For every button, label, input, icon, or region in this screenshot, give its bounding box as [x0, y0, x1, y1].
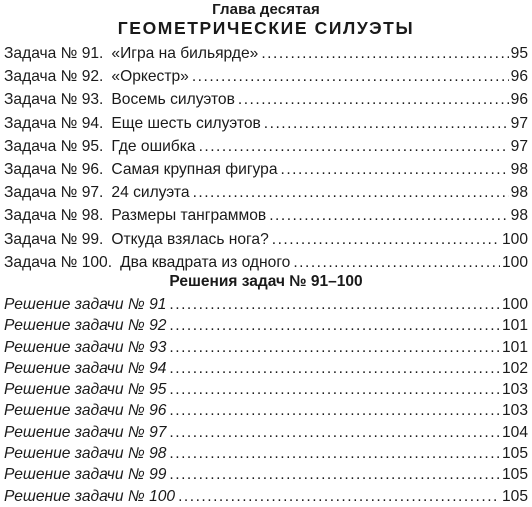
- task-row: [4, 204, 528, 227]
- dot-leader: [272, 228, 500, 251]
- dot-leader: [281, 158, 509, 181]
- solutions-section-title: Решения задач № 91–100: [169, 273, 363, 290]
- solution-row: [4, 358, 528, 379]
- solution-row: [4, 294, 528, 315]
- solution-page: 101: [501, 338, 528, 356]
- task-row: [4, 251, 528, 274]
- task-number: Задача № 100.: [4, 253, 113, 271]
- solution-row: [4, 315, 528, 336]
- task-number: Задача № 93.: [4, 91, 104, 109]
- solution-label: Решение задачи № 98: [4, 445, 167, 463]
- task-number: Задача № 95.: [4, 137, 104, 155]
- task-row: [4, 65, 528, 88]
- task-number: Задача № 91.: [4, 45, 104, 62]
- task-page: 97: [510, 114, 528, 132]
- dot-leader: [169, 443, 500, 464]
- task-number: Задача № 99.: [4, 230, 104, 248]
- task-name: Два квадрата из одного: [120, 253, 291, 271]
- task-name: Самая крупная фигура: [111, 160, 278, 178]
- task-number: Задача № 94.: [4, 114, 104, 132]
- task-name: Откуда взялась нога?: [111, 230, 269, 248]
- solution-row: [4, 379, 528, 400]
- task-row: [4, 42, 528, 65]
- task-page: 96: [510, 91, 528, 109]
- dot-leader: [169, 464, 500, 485]
- dot-leader: [193, 181, 509, 204]
- dot-leader: [169, 422, 500, 443]
- solution-row: [4, 400, 528, 421]
- task-row: [4, 181, 528, 204]
- task-page: 100: [501, 253, 528, 271]
- task-number: Задача № 92.: [4, 68, 104, 86]
- task-page: 100: [501, 230, 528, 248]
- chapter-title: ГЕОМЕТРИЧЕСКИЕ СИЛУЭТЫ: [117, 18, 415, 38]
- task-number: Задача № 98.: [4, 207, 104, 225]
- solution-label: Решение задачи № 99: [4, 466, 167, 484]
- dot-leader: [169, 315, 500, 336]
- task-number: Задача № 96.: [4, 160, 104, 178]
- dot-leader: [169, 358, 500, 379]
- solution-label: Решение задачи № 93: [4, 338, 167, 356]
- solution-page: 105: [501, 466, 528, 484]
- solution-page: 101: [501, 317, 528, 335]
- solution-row: [4, 443, 528, 464]
- solution-page: 100: [501, 296, 528, 313]
- solution-label: Решение задачи № 95: [4, 381, 167, 399]
- task-row: [4, 88, 528, 111]
- solution-label: Решение задачи № 92: [4, 317, 167, 335]
- task-row: [4, 228, 528, 251]
- task-page: 98: [510, 184, 528, 202]
- task-name: Где ошибка: [111, 137, 196, 155]
- solution-label: Решение задачи № 91: [4, 296, 167, 313]
- task-number: Задача № 97.: [4, 184, 104, 202]
- dot-leader: [169, 337, 500, 358]
- task-name: «Оркестр»: [111, 68, 189, 86]
- solution-page: 103: [501, 402, 528, 420]
- dot-leader: [264, 112, 509, 135]
- solutions-list: [4, 294, 528, 507]
- task-name: Восемь силуэтов: [111, 91, 235, 109]
- task-page: 98: [510, 160, 528, 178]
- dot-leader: [238, 88, 509, 111]
- dot-leader: [169, 379, 500, 400]
- solution-page: 102: [501, 359, 528, 377]
- solution-page: 104: [501, 423, 528, 441]
- solution-page: 105: [501, 487, 528, 505]
- dot-leader: [269, 204, 508, 227]
- solution-page: 103: [501, 381, 528, 399]
- solution-label: Решение задачи № 100: [4, 487, 176, 505]
- chapter-label: Глава десятая: [212, 1, 320, 18]
- task-name: Еще шесть силуэтов: [111, 114, 261, 132]
- solution-page: 105: [501, 445, 528, 463]
- task-page: 96: [510, 68, 528, 86]
- task-row: [4, 158, 528, 181]
- dot-leader: [293, 251, 500, 274]
- solution-row: [4, 422, 528, 443]
- task-page: 98: [510, 207, 528, 225]
- tasks-list: [4, 42, 528, 274]
- solution-label: Решение задачи № 94: [4, 359, 167, 377]
- dot-leader: [261, 42, 508, 65]
- task-name: 24 силуэта: [111, 184, 190, 202]
- solution-label: Решение задачи № 96: [4, 402, 167, 420]
- task-page: 97: [510, 137, 528, 155]
- solution-row: [4, 464, 528, 485]
- task-page: 95: [510, 45, 528, 62]
- dot-leader: [199, 135, 509, 158]
- solution-label: Решение задачи № 97: [4, 423, 167, 441]
- task-row: [4, 135, 528, 158]
- task-name: «Игра на бильярде»: [111, 45, 259, 62]
- solution-row: [4, 337, 528, 358]
- dot-leader: [169, 400, 500, 421]
- dot-leader: [169, 294, 500, 315]
- task-name: Размеры танграммов: [111, 207, 267, 225]
- dot-leader: [192, 65, 509, 88]
- task-row: [4, 112, 528, 135]
